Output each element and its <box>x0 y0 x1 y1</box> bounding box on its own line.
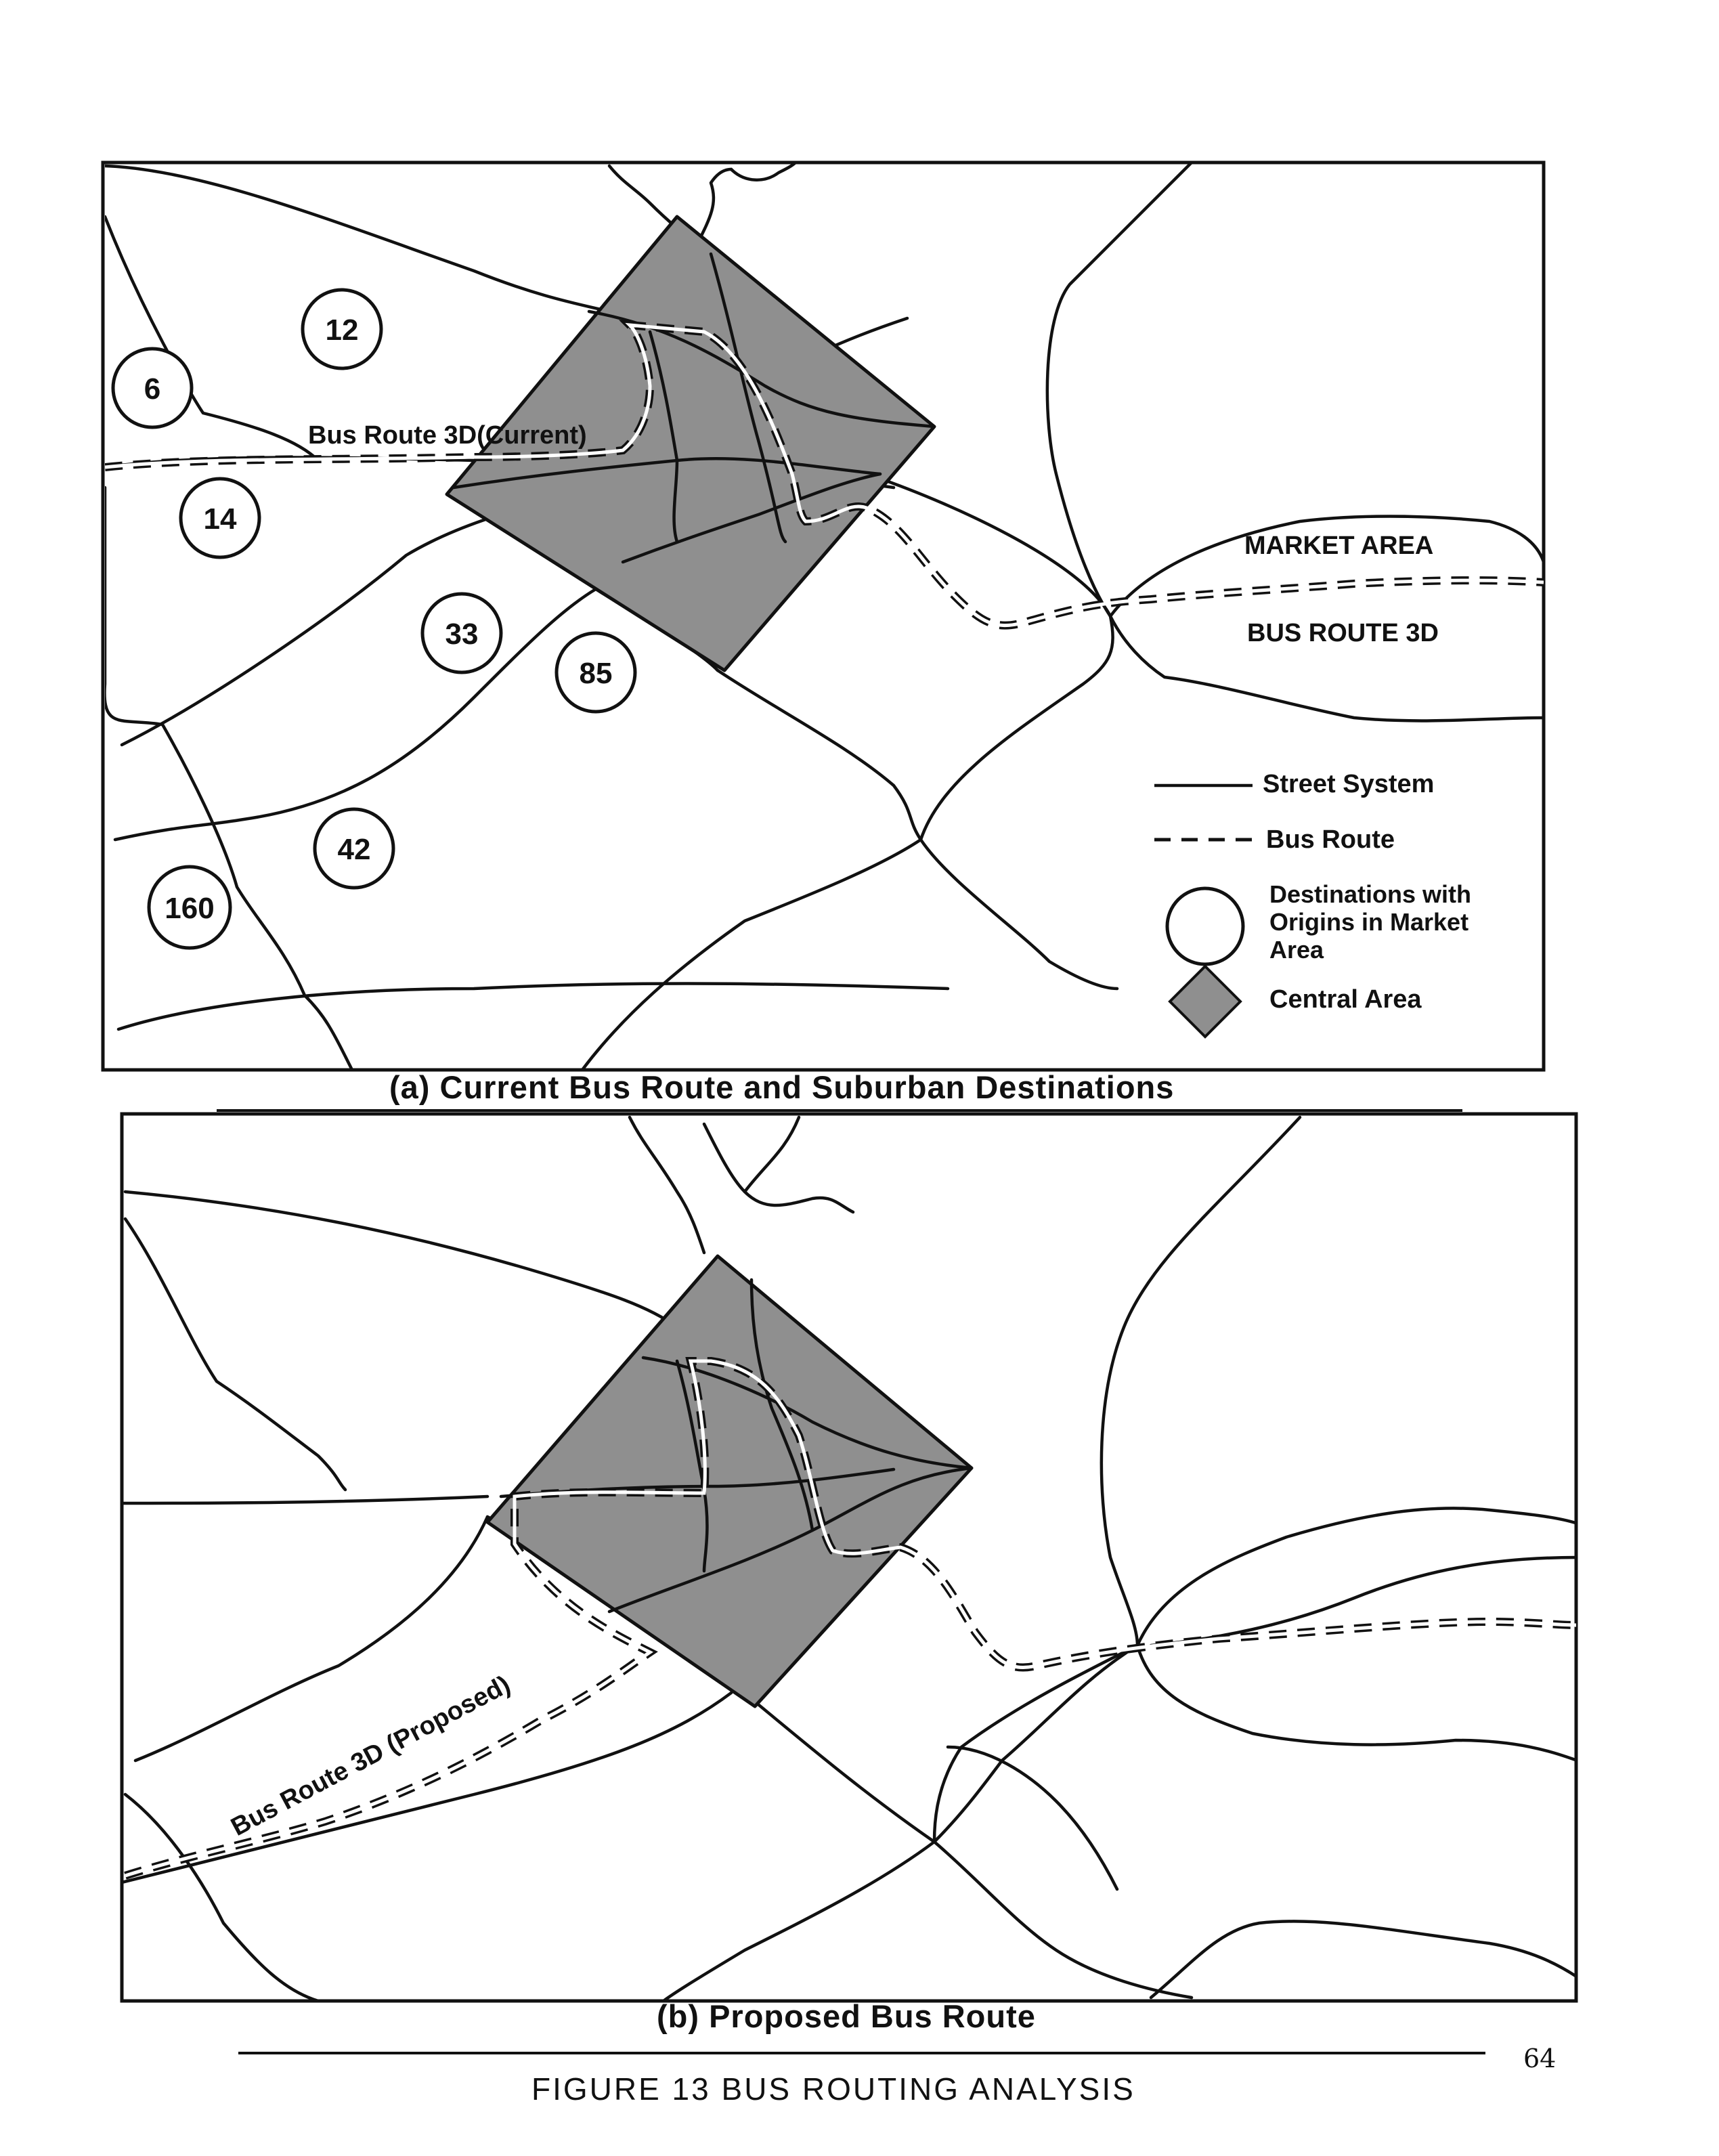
legend-central-area-label: Central Area <box>1269 985 1422 1014</box>
legend-destinations-label-1: Destinations with <box>1269 880 1472 908</box>
svg-text:85: 85 <box>579 657 613 690</box>
legend-bus-label: Bus Route <box>1266 825 1395 854</box>
svg-text:42: 42 <box>337 833 371 866</box>
caption-rule-b <box>238 2052 1485 2054</box>
legend-destinations-label-2: Origins in Market <box>1269 908 1469 936</box>
bus-route-3d-label: BUS ROUTE 3D <box>1247 619 1439 647</box>
svg-text:6: 6 <box>144 372 161 406</box>
caption-a: (a) Current Bus Route and Suburban Destinations <box>389 1069 1175 1105</box>
svg-text:160: 160 <box>165 892 215 925</box>
market-area-label: MARKET AREA <box>1244 532 1434 560</box>
route-label-proposed: Bus Route 3D (Proposed) <box>226 1670 515 1842</box>
legend-destinations-label-3: Area <box>1269 936 1324 964</box>
svg-text:12: 12 <box>325 314 359 347</box>
central-area-b <box>487 1256 972 1706</box>
route-label-current: Bus Route 3D(Current) <box>308 421 587 450</box>
svg-text:33: 33 <box>445 618 479 651</box>
caption-b: (b) Proposed Bus Route <box>657 1998 1036 2034</box>
legend-street-label: Street System <box>1263 770 1435 798</box>
page-number: 64 <box>1523 2044 1557 2073</box>
svg-text:14: 14 <box>203 502 237 536</box>
figure-title: FIGURE 13 BUS ROUTING ANALYSIS <box>531 2071 1135 2107</box>
